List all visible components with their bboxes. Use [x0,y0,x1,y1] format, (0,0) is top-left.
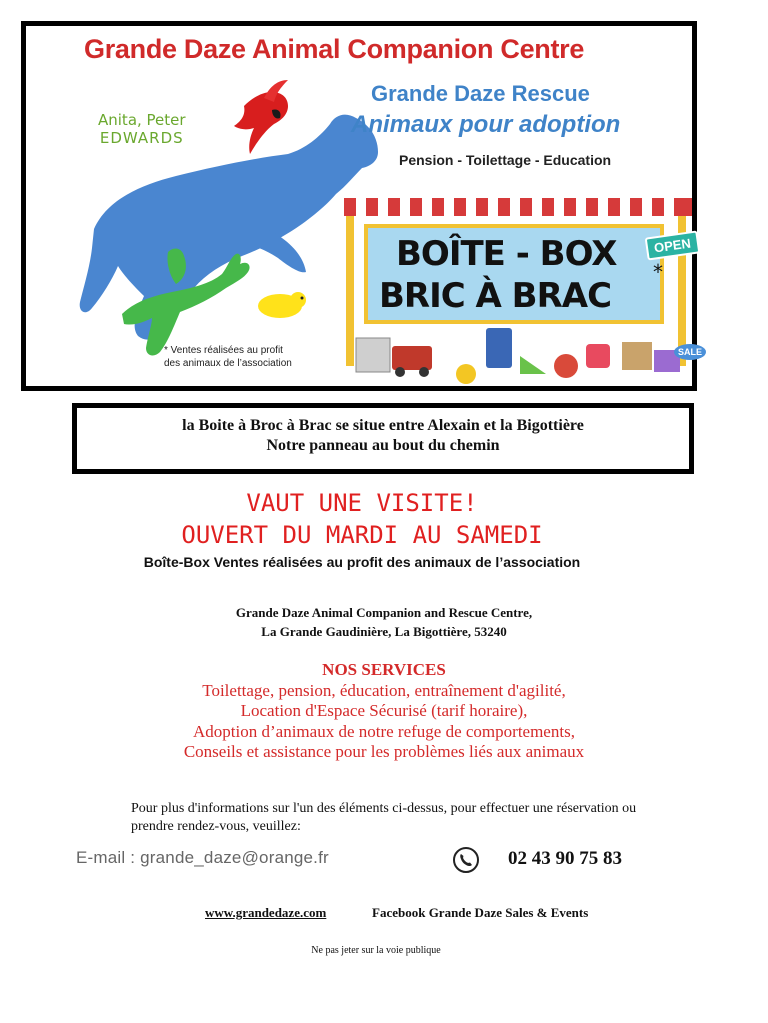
service-item: Adoption d’animaux de notre refuge de comportements, [193,721,575,741]
box-title-line-1: BOÎTE - BOX [396,234,617,274]
sales-subline: Boîte-Box Ventes réalisées au profit des animaux de l’association [143,554,581,570]
email-address[interactable]: E-mail : grande_daze@orange.fr [76,848,329,867]
banner-footnote [164,344,292,370]
headline-visit: VAUT UNE VISITE! [246,489,478,517]
headline-opening-days: OUVERT DU MARDI AU SAMEDI [181,521,543,549]
phone-number[interactable]: 02 43 90 75 83 [508,848,622,869]
box-asterisk: * [653,260,663,284]
footnote-line-2: des animaux de l’association [164,358,292,369]
service-item: Location d'Espace Sécurisé (tarif horaire), [240,701,528,720]
parrot-icon [234,80,288,154]
location-line-2: Notre panneau au bout du chemin [266,437,500,454]
services-title: NOS SERVICES [322,660,446,679]
address-line-2: La Grande Gaudinière, La Bigottière, 53240 [261,624,507,639]
website-link[interactable]: www.grandedaze.com [205,905,327,920]
service-item: Toilettage, pension, éducation, entraînement d'agilité, [202,680,566,700]
open-sign: OPEN [645,230,701,260]
contact-info-text: Pour plus d'informations sur l'un des éléments ci-dessus, pour effectuer une réservation ou prendre rendez-vous, veuillez: [131,801,637,834]
services-section [0,660,768,763]
shop-sign-area [344,194,703,382]
rescue-name: Grande Daze Rescue [371,81,590,106]
phone-icon [452,846,480,874]
sale-tag: SALE [674,344,706,360]
owners-line-2: EDWARDS [99,129,184,147]
disposal-notice: Ne pas jeter sur la voie publique [311,945,441,956]
footnote-line-1: * Ventes réalisées au profit [164,345,283,356]
banner-title: Grande Daze Animal Companion Centre [84,34,585,64]
address-line-1: Grande Daze Animal Companion and Rescue Centre, [235,605,533,620]
hamster-icon [258,292,306,318]
location-box [72,403,694,474]
owners-names [98,111,186,147]
adoption-tagline: Animaux pour adoption [351,111,621,138]
service-item: Conseils et assistance pour les problèmes liés aux animaux [183,742,585,761]
box-title-line-2: BRIC À BRAC [379,276,612,316]
services-tagline: Pension - Toilettage - Education [399,152,612,168]
location-line-1: la Boite à Broc à Brac se situe entre Alexain et la Bigottière [182,417,584,434]
dog-silhouette-icon [80,115,378,340]
banner [21,21,703,391]
owners-line-1: Anita, Peter [98,111,186,129]
facebook-page: Facebook Grande Daze Sales & Events [372,905,589,920]
address-block [0,603,768,641]
